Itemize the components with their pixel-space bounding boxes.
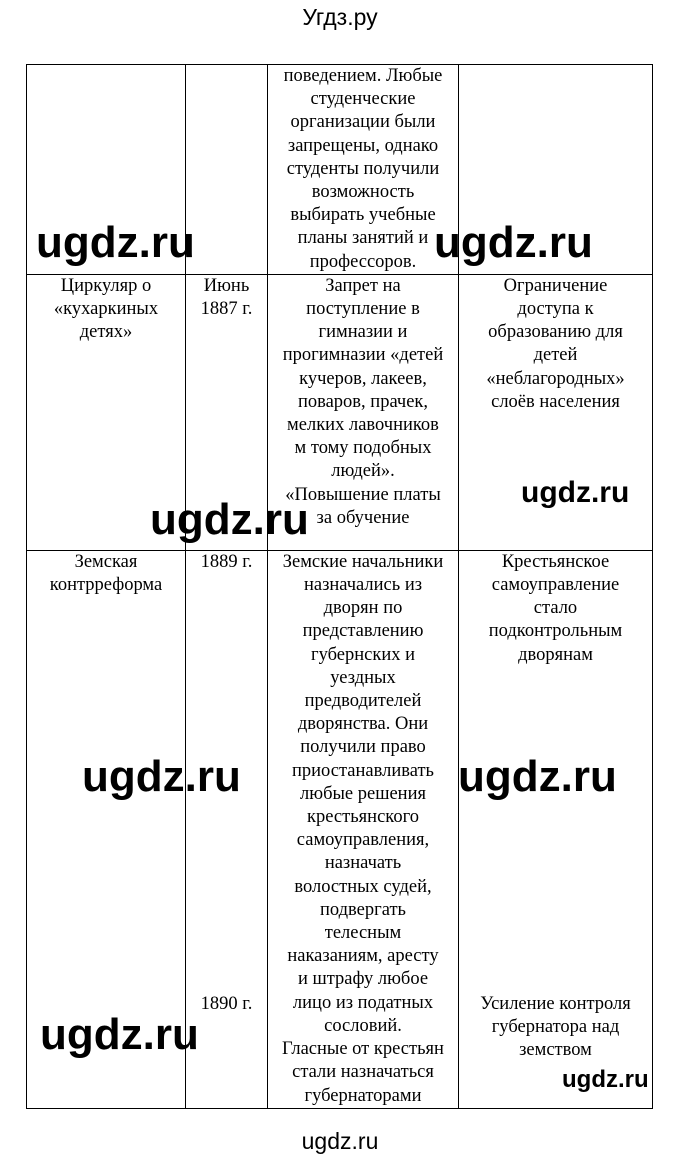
- name-line: Циркуляр о: [60, 275, 152, 296]
- name-line: контрреформа: [49, 575, 163, 596]
- result-second-block: [459, 993, 652, 1063]
- content-line: представлению: [302, 621, 424, 642]
- content-cell: [268, 65, 459, 275]
- site-header: Угдз.ру: [302, 4, 378, 30]
- result-line: губернатора над: [491, 1017, 620, 1038]
- content-line: Гласные от крестьян: [282, 1039, 444, 1060]
- watermark: ugdz.ru: [458, 752, 617, 801]
- watermark: ugdz.ru: [82, 752, 241, 801]
- content-line: губернаторами: [304, 1085, 422, 1106]
- content-line: студенты получили: [286, 158, 440, 179]
- name-line: детях»: [79, 322, 133, 343]
- content-line: возможность: [311, 182, 415, 203]
- result-line: «неблагородных»: [486, 368, 625, 389]
- content-line: дворянства. Они: [297, 714, 429, 735]
- watermark: ugdz.ru: [562, 1066, 649, 1093]
- watermark: ugdz.ru: [36, 218, 195, 267]
- content-line: дворян по: [323, 598, 403, 619]
- content-line: профессоров.: [309, 251, 417, 272]
- content-line: м тому подобных: [294, 438, 432, 459]
- date-line-second: 1890 г.: [200, 993, 253, 1014]
- result-line: земством: [519, 1040, 592, 1061]
- date-line: Июнь: [203, 275, 250, 296]
- result-line: дворянам: [518, 644, 593, 665]
- content-line: стали назначаться: [292, 1062, 434, 1083]
- result-line: стало: [533, 598, 578, 619]
- result-cell: [459, 550, 653, 1108]
- content-line: крестьянского: [307, 807, 419, 828]
- result-line: доступа к: [517, 299, 594, 320]
- content-line: лицо из податных: [292, 992, 434, 1013]
- result-line: Крестьянское: [501, 551, 610, 572]
- content-line: назначались из: [303, 575, 423, 596]
- watermark: ugdz.ru: [40, 1010, 199, 1059]
- content-line: предводителей: [304, 691, 422, 712]
- result-line: образованию для: [488, 322, 623, 343]
- content-line: поступление в: [306, 299, 420, 320]
- name-line: Земская: [74, 551, 138, 572]
- content-line: организации были: [290, 112, 436, 133]
- content-line: «Повышение платы: [285, 484, 441, 505]
- watermark: ugdz.ru: [521, 476, 630, 509]
- content-line: наказаниям, аресту: [287, 946, 439, 967]
- content-line: телесным: [324, 923, 402, 944]
- content-line: губернских и: [311, 644, 415, 665]
- content-line: Запрет на: [325, 275, 401, 296]
- result-line: подконтрольным: [488, 621, 623, 642]
- content-line: волостных судей,: [294, 876, 432, 897]
- content-line: поваров, прачек,: [297, 391, 429, 412]
- content-line: любые решения: [300, 783, 426, 804]
- result-line: Ограничение: [503, 275, 608, 296]
- content-line: за обучение: [316, 507, 410, 528]
- content-line: Земские начальники: [282, 551, 444, 572]
- content-line: назначать: [324, 853, 402, 874]
- content-line: кучеров, лакеев,: [299, 368, 427, 389]
- content-line: выбирать учебные: [290, 205, 436, 226]
- content-line: запрещены, однако: [287, 135, 439, 156]
- content-line: приостанавливать: [292, 760, 434, 781]
- date-line: 1889 г.: [200, 551, 253, 572]
- date-cell: [186, 65, 268, 275]
- content-cell: [268, 550, 459, 1108]
- result-line: Усиление контроля: [480, 993, 631, 1014]
- content-line: людей».: [331, 461, 395, 482]
- content-line: самоуправления,: [296, 830, 430, 851]
- content-line: поведением. Любые: [283, 66, 443, 86]
- result-line: слоёв населения: [491, 391, 620, 412]
- content-line: уездных: [330, 667, 396, 688]
- result-line: детей: [533, 345, 578, 366]
- content-line: мелких лавочников: [287, 415, 439, 436]
- content-line: гимназии и: [318, 322, 408, 343]
- watermark: ugdz.ru: [434, 218, 593, 267]
- name-line: «кухаркиных: [53, 299, 159, 320]
- content-line: получили право: [300, 737, 426, 758]
- content-line: прогимназии «детей: [282, 345, 444, 366]
- result-line: самоуправление: [491, 575, 620, 596]
- content-line: подвергать: [320, 899, 406, 920]
- content-line: сословий.: [324, 1015, 402, 1036]
- watermark: ugdz.ru: [150, 495, 309, 544]
- site-footer: ugdz.ru: [301, 1128, 379, 1154]
- content-line: и штрафу любое: [297, 969, 429, 990]
- content-line: студенческие: [310, 89, 416, 110]
- content-line: планы занятий и: [297, 228, 429, 249]
- date-line: 1887 г.: [200, 299, 253, 320]
